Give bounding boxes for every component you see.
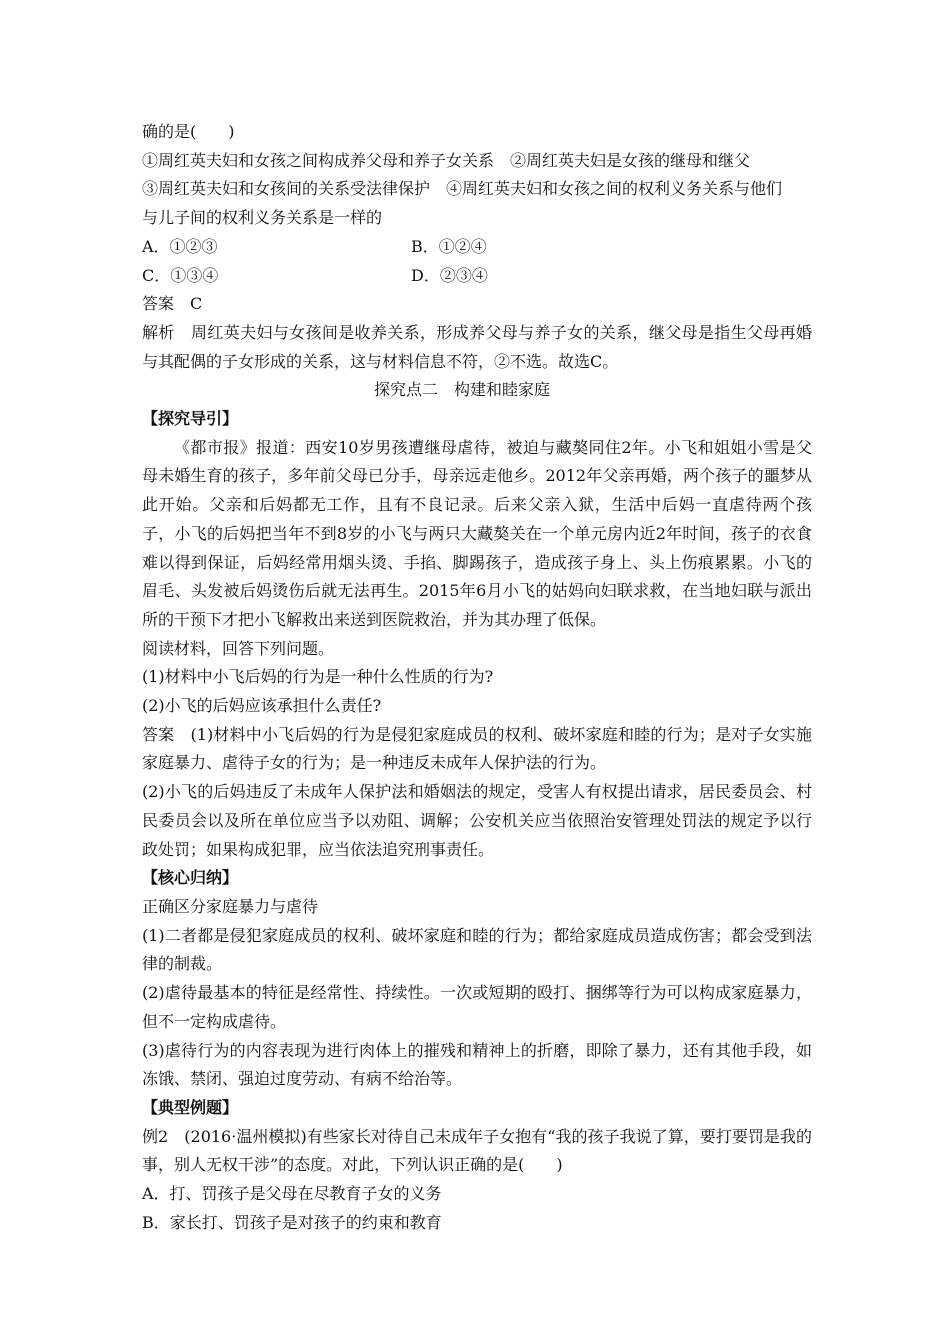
guide-heading: 【探究导引】 xyxy=(142,409,239,429)
core-point-1: (1)二者都是侵犯家庭成员的权利、破坏家庭和睦的行为；都给家庭成员造成伤害；都会受到法律的制裁。 xyxy=(142,925,812,974)
statements-line: ①周红英夫妇和女孩之间构成养父母和养子女关系 ②周红英夫妇是女孩的继母和继父 xyxy=(142,150,751,170)
document-page xyxy=(142,118,812,1237)
guide-answer-2: (2)小飞的后妈违反了未成年人保护法和婚姻法的规定，受害人有权提出请求，居民委员会、村民委员会以及所在单位应当予以劝阻、调解；公安机关应当依照治安管理处罚法的规定予以行政处罚；如果构成犯罪，应当依法追究刑事责任。 xyxy=(142,782,812,859)
guide-question-2: (2)小飞的后妈应该承担什么责任? xyxy=(142,696,382,716)
options-row xyxy=(142,262,812,291)
options-row xyxy=(142,233,812,262)
section-title: 探究点二 构建和睦家庭 xyxy=(373,380,550,400)
example-option-a: A．打、罚孩子是父母在尽教育子女的义务 xyxy=(142,1184,442,1204)
answer: 答案 C xyxy=(142,294,203,314)
guide-answer-1: 答案 (1)材料中小飞后妈的行为是侵犯家庭成员的权利、破坏家庭和睦的行为；是对子女实施家庭暴力、虐待子女的行为；是一种违反未成年人保护法的行为。 xyxy=(142,724,812,773)
core-point-2: (2)虐待最基本的特征是经常性、持续性。一次或短期的殴打、捆绑等行为可以构成家庭暴力，但不一定构成虐待。 xyxy=(142,983,812,1031)
guide-question-1: (1)材料中小飞后妈的行为是一种什么性质的行为? xyxy=(142,667,494,687)
example-option-b: B．家长打、罚孩子是对孩子的约束和教育 xyxy=(142,1212,442,1232)
guide-material: 《都市报》报道：西安10岁男孩遭继母虐待，被迫与藏獒同住2年。小飞和姐姐小雪是父母未婚生育的孩子，多年前父母已分手，母亲远走他乡。2012年父亲再婚，两个孩子的噩梦从此开始。父亲和后妈都无工作，且有不良记录。后来父亲入狱，生活中后妈一直虐待两个孩子，小飞的后妈把当年不到8岁的小飞与两只大藏獒关在一个单元房内近2年时间，孩子的衣食难以得到保证，后妈经常用烟头烫、手掐、脚踢孩子，造成孩子身上、头上伤痕累累。小飞的眉毛、头发被后妈烫伤后就无法再生。2015年6月小飞的姑妈向妇联求救，在当地妇联与派出所的干预下才把小飞解救出来送到医院救治，并为其办理了低保。 xyxy=(142,437,812,629)
example-stem: 例2 (2016·温州模拟)有些家长对待自己未成年子女抱有“我的孩子我说了算，要打要罚是我的事，别人无权干涉”的态度。对此，下列认识正确的是( ) xyxy=(142,1126,812,1175)
guide-instruction: 阅读材料，回答下列问题。 xyxy=(142,638,335,658)
option-b: B．①②④ xyxy=(411,236,487,256)
option-c: C．①③④ xyxy=(142,265,219,285)
example-heading: 【典型例题】 xyxy=(142,1097,239,1117)
core-point-3: (3)虐待行为的内容表现为进行肉体上的摧残和精神上的折磨，即除了暴力，还有其他手段，如冻饿、禁闭、强迫过度劳动、有病不给治等。 xyxy=(142,1040,812,1089)
question-stem-tail: 确的是( ) xyxy=(142,122,235,141)
option-d: D．②③④ xyxy=(411,265,488,285)
core-title: 正确区分家庭暴力与虐待 xyxy=(142,896,319,916)
statements-line: 与儿子间的权利义务关系是一样的 xyxy=(142,208,383,228)
analysis: 解析 周红英夫妇与女孩间是收养关系，形成养父母与养子女的关系，继父母是指生父母再婚与其配偶的子女形成的关系，这与材料信息不符，②不选。故选C。 xyxy=(142,322,812,371)
statements-line: ③周红英夫妇和女孩间的关系受法律保护 ④周红英夫妇和女孩之间的权利义务关系与他们 xyxy=(142,179,783,199)
core-heading: 【核心归纳】 xyxy=(142,868,239,888)
option-a: A．①②③ xyxy=(142,236,218,256)
